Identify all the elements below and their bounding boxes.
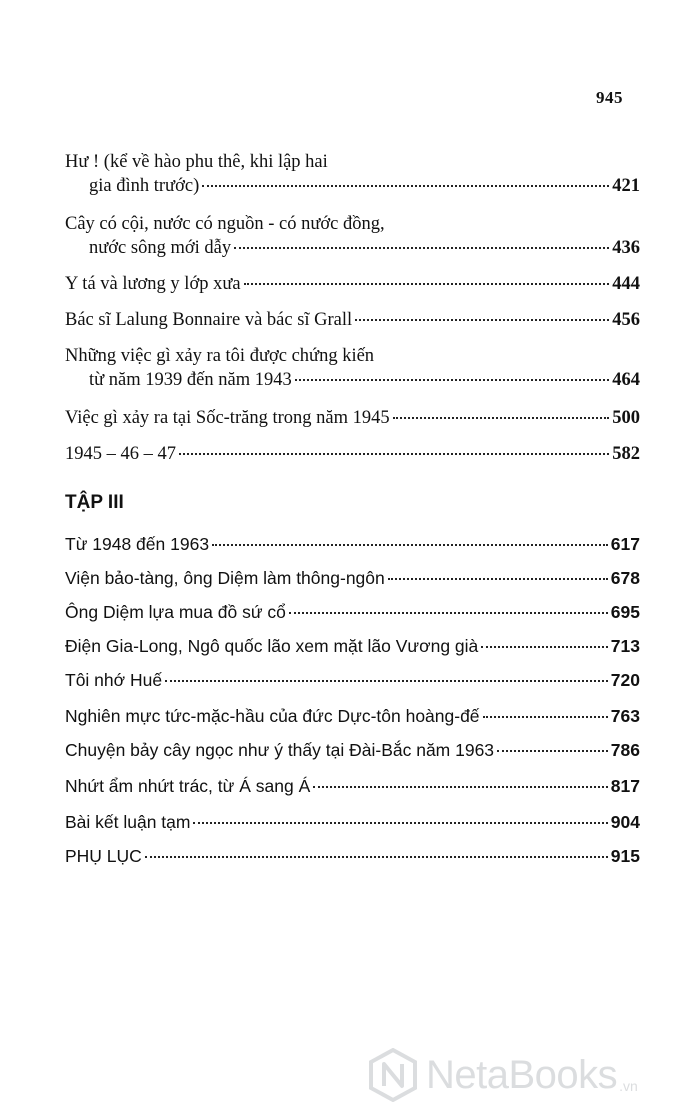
toc-entry-title: Bác sĩ Lalung Bonnaire và bác sĩ Grall [65,310,353,330]
toc-entry [65,308,640,332]
toc-entry-title: PHỤ LỤC [65,846,142,866]
toc-entry-page: 436 [612,238,640,258]
watermark-suffix: .vn [619,1078,638,1094]
toc-entry [65,566,640,590]
toc-entry-title: Viện bảo-tàng, ông Diệm làm thông-ngôn [65,568,385,588]
toc-entry-page: 678 [610,568,640,588]
toc-entry [65,704,640,728]
toc-entry-page: 786 [610,740,640,760]
leader-dots [393,416,610,419]
leader-dots [295,378,610,381]
toc-entry-title: Hư ! (kể về hào phu thê, khi lập hai [65,152,328,172]
toc-entry-page: 464 [612,370,640,390]
leader-dots [355,318,609,321]
toc-entry-title: Tôi nhớ Huế [65,670,163,690]
toc-entry-title: Chuyện bảy cây ngọc như ý thấy tại Đài-Bắc năm 1963 [65,740,495,760]
toc-entry-title-cont: nước sông mới dẫy [89,238,232,258]
leader-dots [145,855,608,858]
leader-dots [202,184,609,187]
leader-dots [193,821,607,824]
toc-entry-title: Ông Diệm lựa mua đồ sứ cổ [65,602,286,622]
toc-entry [65,442,640,466]
toc-entry-page: 763 [610,706,640,726]
toc-entry-page: 904 [610,812,640,832]
leader-dots [244,282,610,285]
toc-entry [65,532,640,556]
toc-entry-title: Những việc gì xảy ra tôi được chứng kiến [65,346,375,366]
toc-entry-title: 1945 – 46 – 47 [65,444,176,464]
toc-entry-title: Y tá và lương y lớp xưa [65,274,241,294]
toc-entry [65,668,640,692]
toc-entry-page: 817 [610,776,640,796]
leader-dots [212,543,608,546]
toc-entry-page: 713 [610,636,640,656]
leader-dots [234,246,609,249]
toc-entry-page: 444 [612,274,640,294]
toc-entry-page: 456 [612,310,640,330]
toc-entry-title-cont: gia đình trước) [89,176,200,196]
toc-entry-page: 582 [612,444,640,464]
netabooks-logo-icon [368,1047,418,1103]
section-heading: TẬP III [65,492,124,513]
toc-entry-title-cont: từ năm 1939 đến năm 1943 [89,370,292,390]
leader-dots [289,611,608,614]
toc-entry-page: 695 [610,602,640,622]
toc-entry-page: 500 [612,408,640,428]
toc-entry-page: 617 [610,534,640,554]
toc-entry [65,738,640,762]
toc-entry [65,844,640,868]
leader-dots [313,785,608,788]
toc-entry [65,272,640,296]
leader-dots [165,679,608,682]
toc-entry-page: 720 [610,670,640,690]
toc-entry [65,212,640,260]
page-number: 945 [596,88,623,107]
toc-entry-title: Từ 1948 đến 1963 [65,534,210,554]
watermark [368,1042,688,1108]
leader-dots [497,749,608,752]
leader-dots [483,715,608,718]
toc-entry [65,774,640,798]
toc-entry-page: 915 [610,846,640,866]
toc-entry-title: Việc gì xảy ra tại Sốc-trăng trong năm 1945 [65,408,390,428]
toc-entry-title: Cây có cội, nước có nguồn - có nước đồng, [65,214,385,234]
toc-entry [65,150,640,198]
toc-entry-title: Điện Gia-Long, Ngô quốc lão xem mặt lão Vương già [65,636,479,656]
toc-entry [65,406,640,430]
toc-entry [65,634,640,658]
toc-entry [65,810,640,834]
toc-entry [65,600,640,624]
toc-entry-title: Nhứt ẩm nhứt trác, từ Á sang Á [65,776,311,796]
toc-entry [65,344,640,392]
leader-dots [179,452,609,455]
watermark-brand: NetaBooks [426,1052,618,1097]
toc-entry-title: Bài kết luận tạm [65,812,191,832]
leader-dots [481,645,608,648]
toc-entry-page: 421 [612,176,640,196]
leader-dots [388,577,608,580]
toc-entry-title: Nghiên mực tức-mặc-hầu của đức Dực-tôn hoàng-đế [65,706,480,726]
